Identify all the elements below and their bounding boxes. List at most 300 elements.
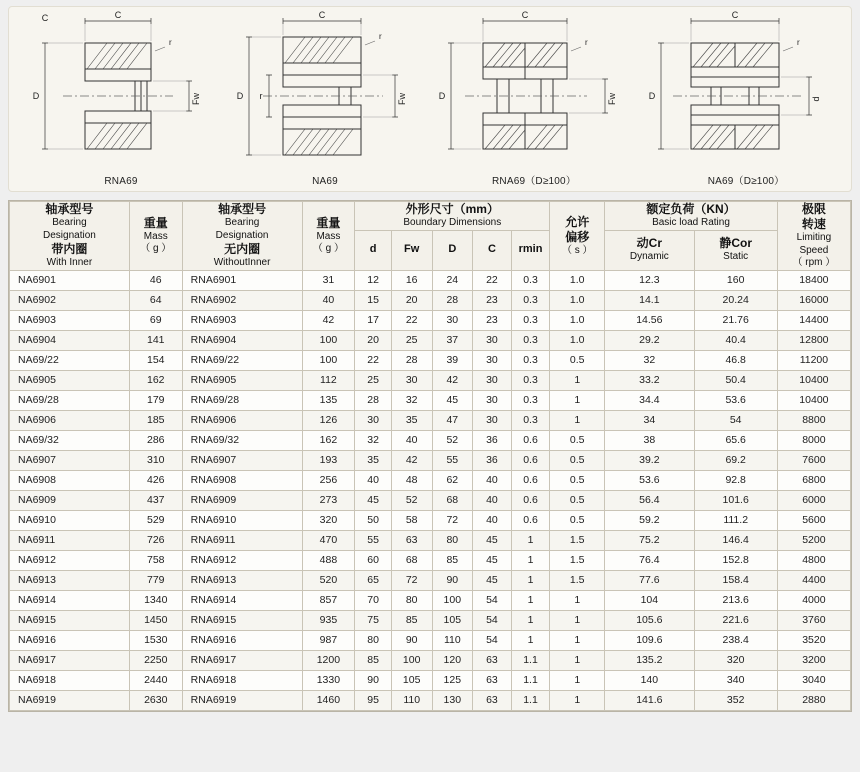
table-cell: 10400 bbox=[777, 390, 850, 410]
table-cell: 273 bbox=[302, 490, 355, 510]
table-cell: 857 bbox=[302, 590, 355, 610]
table-cell: 5600 bbox=[777, 510, 850, 530]
table-cell: 109.6 bbox=[605, 630, 694, 650]
table-cell: 1.0 bbox=[550, 310, 605, 330]
table-cell: 85 bbox=[432, 550, 473, 570]
table-cell: NA6905 bbox=[10, 370, 130, 390]
table-cell: 0.3 bbox=[511, 350, 550, 370]
table-cell: 69.2 bbox=[694, 450, 777, 470]
table-cell: 22 bbox=[473, 270, 512, 290]
svg-text:r: r bbox=[379, 32, 382, 41]
table-cell: 162 bbox=[302, 430, 355, 450]
table-cell: 20 bbox=[355, 330, 392, 350]
table-cell: 80 bbox=[391, 590, 432, 610]
table-cell: 30 bbox=[432, 310, 473, 330]
table-cell: 152.8 bbox=[694, 550, 777, 570]
table-cell: 37 bbox=[432, 330, 473, 350]
table-cell: 90 bbox=[391, 630, 432, 650]
table-cell: 105 bbox=[432, 610, 473, 630]
table-cell: 64 bbox=[129, 290, 182, 310]
table-cell: NA69/32 bbox=[10, 430, 130, 450]
svg-text:Fw: Fw bbox=[191, 93, 201, 105]
table-cell: 100 bbox=[302, 330, 355, 350]
table-cell: 758 bbox=[129, 550, 182, 570]
table-cell: 0.3 bbox=[511, 290, 550, 310]
table-cell: 60 bbox=[355, 550, 392, 570]
table-cell: 1.1 bbox=[511, 650, 550, 670]
table-cell: 158.4 bbox=[694, 570, 777, 590]
spec-table bbox=[9, 201, 851, 711]
header-boundary-dimensions: 外形尺寸（mm） Boundary Dimensions bbox=[355, 202, 550, 231]
table-cell: 62 bbox=[432, 470, 473, 490]
table-cell: 160 bbox=[694, 270, 777, 290]
table-row bbox=[10, 270, 851, 290]
table-cell: 39 bbox=[432, 350, 473, 370]
table-cell: NA69/28 bbox=[10, 390, 130, 410]
table-cell: 1 bbox=[550, 410, 605, 430]
table-cell: NA6918 bbox=[10, 670, 130, 690]
table-cell: 15 bbox=[355, 290, 392, 310]
table-cell: NA6909 bbox=[10, 490, 130, 510]
table-cell: 36 bbox=[473, 430, 512, 450]
table-cell: 1 bbox=[511, 610, 550, 630]
table-cell: 726 bbox=[129, 530, 182, 550]
table-cell: 146.4 bbox=[694, 530, 777, 550]
table-cell: 30 bbox=[473, 330, 512, 350]
table-cell: 126 bbox=[302, 410, 355, 430]
table-cell: RNA6916 bbox=[182, 630, 302, 650]
table-cell: 238.4 bbox=[694, 630, 777, 650]
table-cell: 1 bbox=[550, 390, 605, 410]
table-cell: NA6911 bbox=[10, 530, 130, 550]
header-mass-with-inner: 重量 Mass （ g ） bbox=[129, 202, 182, 271]
table-cell: 286 bbox=[129, 430, 182, 450]
table-cell: 14.1 bbox=[605, 290, 694, 310]
figure-caption: RNA69 bbox=[104, 176, 138, 187]
table-cell: 72 bbox=[391, 570, 432, 590]
table-cell: 24 bbox=[432, 270, 473, 290]
table-cell: 1330 bbox=[302, 670, 355, 690]
table-cell: 320 bbox=[694, 650, 777, 670]
table-cell: 100 bbox=[302, 350, 355, 370]
na69-drawing bbox=[227, 7, 423, 177]
table-cell: 54 bbox=[694, 410, 777, 430]
table-cell: 45 bbox=[432, 390, 473, 410]
table-cell: 18400 bbox=[777, 270, 850, 290]
table-cell: 4400 bbox=[777, 570, 850, 590]
table-cell: NA6912 bbox=[10, 550, 130, 570]
table-cell: 935 bbox=[302, 610, 355, 630]
table-cell: 80 bbox=[355, 630, 392, 650]
table-row bbox=[10, 630, 851, 650]
table-cell: 65.6 bbox=[694, 430, 777, 450]
table-cell: 21.76 bbox=[694, 310, 777, 330]
figure-caption: NA69 bbox=[312, 176, 338, 187]
svg-text:D: D bbox=[236, 91, 244, 101]
table-row bbox=[10, 550, 851, 570]
table-cell: 1 bbox=[511, 570, 550, 590]
table-cell: 221.6 bbox=[694, 610, 777, 630]
table-cell: 125 bbox=[432, 670, 473, 690]
table-cell: NA6917 bbox=[10, 650, 130, 670]
table-cell: 0.5 bbox=[550, 490, 605, 510]
figure-na69-large bbox=[643, 7, 849, 193]
table-cell: NA6903 bbox=[10, 310, 130, 330]
table-cell: 100 bbox=[391, 650, 432, 670]
table-cell: 1.5 bbox=[550, 550, 605, 570]
table-cell: 105.6 bbox=[605, 610, 694, 630]
header-static-cor: 静Cor Static bbox=[694, 230, 777, 270]
table-cell: 3520 bbox=[777, 630, 850, 650]
table-row bbox=[10, 610, 851, 630]
table-cell: 55 bbox=[432, 450, 473, 470]
table-cell: 54 bbox=[473, 610, 512, 630]
table-cell: 40 bbox=[473, 470, 512, 490]
svg-text:Fw: Fw bbox=[607, 93, 617, 105]
header-basic-load-rating: 额定负荷（KN） Basic load Rating bbox=[605, 202, 778, 231]
table-cell: 20.24 bbox=[694, 290, 777, 310]
table-row bbox=[10, 330, 851, 350]
table-cell: RNA6913 bbox=[182, 570, 302, 590]
table-cell: 28 bbox=[355, 390, 392, 410]
table-cell: 105 bbox=[391, 670, 432, 690]
table-cell: RNA6905 bbox=[182, 370, 302, 390]
svg-text:r: r bbox=[797, 38, 800, 47]
figure-rna69-large bbox=[431, 7, 637, 193]
table-body bbox=[10, 270, 851, 710]
figure-na69 bbox=[227, 7, 423, 193]
table-cell: 30 bbox=[473, 390, 512, 410]
table-row bbox=[10, 530, 851, 550]
table-cell: 141 bbox=[129, 330, 182, 350]
table-cell: 0.3 bbox=[511, 310, 550, 330]
table-cell: 28 bbox=[432, 290, 473, 310]
table-cell: 179 bbox=[129, 390, 182, 410]
table-cell: NA6904 bbox=[10, 330, 130, 350]
table-cell: 1 bbox=[550, 370, 605, 390]
table-row bbox=[10, 650, 851, 670]
svg-text:C: C bbox=[521, 10, 529, 20]
table-cell: RNA6902 bbox=[182, 290, 302, 310]
table-cell: RNA6908 bbox=[182, 470, 302, 490]
table-cell: 58 bbox=[391, 510, 432, 530]
table-cell: 90 bbox=[432, 570, 473, 590]
table-cell: 30 bbox=[391, 370, 432, 390]
table-cell: RNA6904 bbox=[182, 330, 302, 350]
table-cell: NA69/22 bbox=[10, 350, 130, 370]
table-cell: 6000 bbox=[777, 490, 850, 510]
table-cell: RNA69/28 bbox=[182, 390, 302, 410]
table-cell: 779 bbox=[129, 570, 182, 590]
table-cell: 38 bbox=[605, 430, 694, 450]
table-cell: 193 bbox=[302, 450, 355, 470]
table-cell: 8000 bbox=[777, 430, 850, 450]
table-cell: 45 bbox=[473, 550, 512, 570]
header-mass-without-inner: 重量 Mass （ g ） bbox=[302, 202, 355, 271]
table-cell: 0.3 bbox=[511, 270, 550, 290]
table-row bbox=[10, 510, 851, 530]
table-cell: 100 bbox=[432, 590, 473, 610]
table-cell: 11200 bbox=[777, 350, 850, 370]
table-cell: 5200 bbox=[777, 530, 850, 550]
bearing-diagram-panel bbox=[8, 6, 852, 192]
table-cell: 32 bbox=[355, 430, 392, 450]
table-cell: 39.2 bbox=[605, 450, 694, 470]
bearing-spec-table bbox=[8, 200, 852, 712]
table-cell: 0.3 bbox=[511, 410, 550, 430]
table-cell: 101.6 bbox=[694, 490, 777, 510]
table-cell: 12800 bbox=[777, 330, 850, 350]
table-cell: 46.8 bbox=[694, 350, 777, 370]
table-cell: RNA6901 bbox=[182, 270, 302, 290]
table-cell: RNA6906 bbox=[182, 410, 302, 430]
table-cell: 0.5 bbox=[550, 510, 605, 530]
table-cell: 470 bbox=[302, 530, 355, 550]
table-cell: RNA69/22 bbox=[182, 350, 302, 370]
table-cell: NA6908 bbox=[10, 470, 130, 490]
header-fw: Fw bbox=[391, 230, 432, 270]
table-cell: RNA6903 bbox=[182, 310, 302, 330]
table-cell: 45 bbox=[355, 490, 392, 510]
table-row bbox=[10, 590, 851, 610]
table-cell: 10400 bbox=[777, 370, 850, 390]
table-cell: 72 bbox=[432, 510, 473, 530]
table-cell: 0.5 bbox=[550, 470, 605, 490]
table-cell: 1.1 bbox=[511, 690, 550, 710]
header-designation-without-inner: 轴承型号 Bearing Designation 无内圈 WithoutInner bbox=[182, 202, 302, 271]
table-cell: 0.6 bbox=[511, 510, 550, 530]
table-cell: 0.6 bbox=[511, 470, 550, 490]
table-cell: 0.5 bbox=[550, 430, 605, 450]
table-cell: 22 bbox=[355, 350, 392, 370]
table-cell: 2880 bbox=[777, 690, 850, 710]
svg-text:r: r bbox=[169, 38, 172, 47]
table-cell: 70 bbox=[355, 590, 392, 610]
table-row bbox=[10, 450, 851, 470]
table-cell: 426 bbox=[129, 470, 182, 490]
table-cell: 85 bbox=[391, 610, 432, 630]
table-cell: 90 bbox=[355, 670, 392, 690]
table-row bbox=[10, 410, 851, 430]
table-cell: RNA6917 bbox=[182, 650, 302, 670]
table-cell: 42 bbox=[391, 450, 432, 470]
table-cell: 110 bbox=[391, 690, 432, 710]
table-cell: 0.5 bbox=[550, 450, 605, 470]
table-cell: 1460 bbox=[302, 690, 355, 710]
table-cell: 3760 bbox=[777, 610, 850, 630]
table-cell: RNA6915 bbox=[182, 610, 302, 630]
header-C: C bbox=[473, 230, 512, 270]
table-cell: 3200 bbox=[777, 650, 850, 670]
table-cell: 8800 bbox=[777, 410, 850, 430]
table-cell: NA6901 bbox=[10, 270, 130, 290]
table-cell: 53.6 bbox=[694, 390, 777, 410]
table-row bbox=[10, 370, 851, 390]
table-cell: 16000 bbox=[777, 290, 850, 310]
table-cell: 42 bbox=[302, 310, 355, 330]
table-cell: 12.3 bbox=[605, 270, 694, 290]
table-row bbox=[10, 690, 851, 710]
svg-text:r: r bbox=[259, 91, 263, 101]
table-cell: 320 bbox=[302, 510, 355, 530]
table-cell: 135 bbox=[302, 390, 355, 410]
table-cell: 352 bbox=[694, 690, 777, 710]
table-cell: 35 bbox=[391, 410, 432, 430]
table-cell: 45 bbox=[473, 530, 512, 550]
table-cell: 45 bbox=[473, 570, 512, 590]
table-cell: 987 bbox=[302, 630, 355, 650]
table-cell: 31 bbox=[302, 270, 355, 290]
table-cell: 488 bbox=[302, 550, 355, 570]
table-cell: 256 bbox=[302, 470, 355, 490]
figure-rna69 bbox=[23, 7, 219, 193]
table-row bbox=[10, 350, 851, 370]
table-cell: NA6914 bbox=[10, 590, 130, 610]
table-cell: 69 bbox=[129, 310, 182, 330]
table-cell: 111.2 bbox=[694, 510, 777, 530]
table-cell: RNA6909 bbox=[182, 490, 302, 510]
table-cell: 34 bbox=[605, 410, 694, 430]
table-cell: 30 bbox=[473, 350, 512, 370]
table-cell: 7600 bbox=[777, 450, 850, 470]
svg-text:C: C bbox=[318, 10, 326, 20]
table-cell: 25 bbox=[391, 330, 432, 350]
table-cell: 1.1 bbox=[511, 670, 550, 690]
svg-text:C: C bbox=[731, 10, 739, 20]
table-row bbox=[10, 470, 851, 490]
table-cell: 437 bbox=[129, 490, 182, 510]
table-cell: 95 bbox=[355, 690, 392, 710]
table-cell: 47 bbox=[432, 410, 473, 430]
table-cell: 42 bbox=[432, 370, 473, 390]
table-cell: 63 bbox=[391, 530, 432, 550]
table-cell: NA6902 bbox=[10, 290, 130, 310]
table-cell: 0.5 bbox=[550, 350, 605, 370]
header-limiting-speed: 极限 转速 Limiting Speed （ rpm ） bbox=[777, 202, 850, 271]
figure-caption: NA69（D≥100） bbox=[707, 176, 785, 187]
table-cell: 75 bbox=[355, 610, 392, 630]
table-cell: 48 bbox=[391, 470, 432, 490]
table-cell: 112 bbox=[302, 370, 355, 390]
table-row bbox=[10, 490, 851, 510]
table-cell: 34.4 bbox=[605, 390, 694, 410]
table-cell: 0.3 bbox=[511, 330, 550, 350]
table-cell: 1 bbox=[550, 610, 605, 630]
table-cell: 52 bbox=[432, 430, 473, 450]
table-cell: 77.6 bbox=[605, 570, 694, 590]
table-cell: 35 bbox=[355, 450, 392, 470]
table-cell: 0.3 bbox=[511, 390, 550, 410]
table-cell: 140 bbox=[605, 670, 694, 690]
table-cell: 162 bbox=[129, 370, 182, 390]
table-row bbox=[10, 290, 851, 310]
table-cell: 130 bbox=[432, 690, 473, 710]
table-cell: 68 bbox=[391, 550, 432, 570]
table-cell: 310 bbox=[129, 450, 182, 470]
table-cell: NA6915 bbox=[10, 610, 130, 630]
table-cell: 40 bbox=[473, 490, 512, 510]
table-cell: 1 bbox=[511, 550, 550, 570]
table-cell: 20 bbox=[391, 290, 432, 310]
table-cell: 1 bbox=[511, 590, 550, 610]
table-row bbox=[10, 390, 851, 410]
table-cell: RNA6910 bbox=[182, 510, 302, 530]
table-cell: 80 bbox=[432, 530, 473, 550]
table-cell: 12 bbox=[355, 270, 392, 290]
table-cell: RNA6919 bbox=[182, 690, 302, 710]
header-D: D bbox=[432, 230, 473, 270]
table-cell: 32 bbox=[391, 390, 432, 410]
table-cell: 40 bbox=[302, 290, 355, 310]
table-cell: NA6916 bbox=[10, 630, 130, 650]
table-cell: 0.6 bbox=[511, 490, 550, 510]
header-designation-with-inner: 轴承型号 Bearing Designation 带内圈 With Inner bbox=[10, 202, 130, 271]
table-cell: 1530 bbox=[129, 630, 182, 650]
table-cell: 1200 bbox=[302, 650, 355, 670]
table-cell: 154 bbox=[129, 350, 182, 370]
table-cell: 213.6 bbox=[694, 590, 777, 610]
table-cell: 32 bbox=[605, 350, 694, 370]
table-cell: RNA6911 bbox=[182, 530, 302, 550]
table-cell: 2630 bbox=[129, 690, 182, 710]
table-head bbox=[10, 202, 851, 271]
figure-caption: RNA69（D≥100） bbox=[491, 176, 577, 187]
table-cell: 30 bbox=[355, 410, 392, 430]
table-cell: 75.2 bbox=[605, 530, 694, 550]
table-cell: 1450 bbox=[129, 610, 182, 630]
table-cell: 23 bbox=[473, 290, 512, 310]
svg-text:C: C bbox=[114, 10, 122, 20]
table-cell: 54 bbox=[473, 590, 512, 610]
table-cell: RNA6907 bbox=[182, 450, 302, 470]
table-cell: 1.5 bbox=[550, 530, 605, 550]
svg-text:r: r bbox=[585, 38, 588, 47]
rna69-large-drawing bbox=[431, 7, 637, 177]
table-cell: 23 bbox=[473, 310, 512, 330]
header-d: d bbox=[355, 230, 392, 270]
table-cell: NA6907 bbox=[10, 450, 130, 470]
table-cell: 36 bbox=[473, 450, 512, 470]
table-cell: NA6913 bbox=[10, 570, 130, 590]
table-cell: 14400 bbox=[777, 310, 850, 330]
table-cell: 110 bbox=[432, 630, 473, 650]
table-cell: 22 bbox=[391, 310, 432, 330]
table-cell: 59.2 bbox=[605, 510, 694, 530]
table-cell: 16 bbox=[391, 270, 432, 290]
table-cell: 25 bbox=[355, 370, 392, 390]
table-cell: 1 bbox=[550, 630, 605, 650]
table-cell: 1.5 bbox=[550, 570, 605, 590]
table-cell: 17 bbox=[355, 310, 392, 330]
na69-large-drawing bbox=[643, 7, 849, 177]
table-cell: 63 bbox=[473, 690, 512, 710]
table-cell: 65 bbox=[355, 570, 392, 590]
svg-text:D: D bbox=[648, 91, 656, 101]
header-rmin: rmin bbox=[511, 230, 550, 270]
table-cell: 1.0 bbox=[550, 330, 605, 350]
table-cell: 135.2 bbox=[605, 650, 694, 670]
table-cell: 185 bbox=[129, 410, 182, 430]
table-cell: NA6910 bbox=[10, 510, 130, 530]
table-cell: 1 bbox=[511, 630, 550, 650]
table-cell: 56.4 bbox=[605, 490, 694, 510]
table-cell: 340 bbox=[694, 670, 777, 690]
table-row bbox=[10, 570, 851, 590]
table-cell: 53.6 bbox=[605, 470, 694, 490]
table-cell: 46 bbox=[129, 270, 182, 290]
table-cell: 68 bbox=[432, 490, 473, 510]
table-cell: RNA6918 bbox=[182, 670, 302, 690]
